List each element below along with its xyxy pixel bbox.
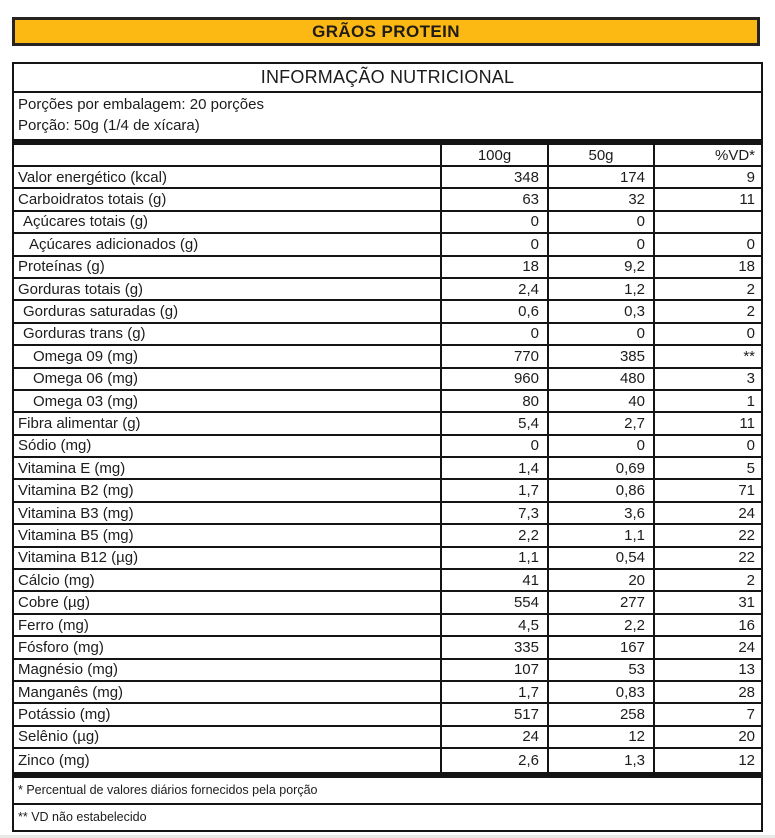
value-vd: 3 [653, 369, 761, 389]
table-row [14, 548, 761, 570]
nutrient-label: Gorduras trans (g) [23, 325, 146, 343]
nutrient-label: Vitamina B12 (µg) [18, 549, 139, 567]
value-50g: 2,7 [547, 413, 653, 433]
value-vd: 1 [653, 391, 761, 411]
value-50g: 0 [547, 436, 653, 456]
value-vd: 24 [653, 637, 761, 657]
table-row [14, 592, 761, 614]
value-100g: 0,6 [440, 301, 547, 321]
nutrient-label: Vitamina B2 (mg) [18, 482, 134, 500]
nutrient-label: Vitamina B5 (mg) [18, 526, 134, 544]
value-vd [653, 212, 761, 232]
value-100g: 4,5 [440, 615, 547, 635]
portions-info [14, 93, 761, 139]
nutrient-label: Omega 09 (mg) [33, 347, 139, 365]
value-vd: 11 [653, 413, 761, 433]
nutrient-label: Potássio (mg) [18, 706, 111, 724]
value-100g: 41 [440, 570, 547, 590]
value-vd: 2 [653, 279, 761, 299]
value-vd: 28 [653, 682, 761, 702]
table-row [14, 279, 761, 301]
table-row [14, 682, 761, 704]
nutrient-label: Fósforo (mg) [18, 638, 104, 656]
nutrition-facts-table [12, 62, 763, 832]
table-row [14, 615, 761, 637]
value-50g: 32 [547, 189, 653, 209]
brand-banner [12, 17, 760, 46]
value-100g: 2,6 [440, 749, 547, 771]
table-row [14, 749, 761, 771]
nutrient-label: Omega 06 (mg) [33, 370, 139, 388]
nutrient-label: Ferro (mg) [18, 616, 89, 634]
value-vd: 7 [653, 704, 761, 724]
nutrient-label: Fibra alimentar (g) [18, 414, 141, 432]
value-100g: 960 [440, 369, 547, 389]
value-100g: 80 [440, 391, 547, 411]
value-vd: 5 [653, 458, 761, 478]
value-50g: 12 [547, 727, 653, 747]
table-row [14, 503, 761, 525]
value-50g: 9,2 [547, 257, 653, 277]
value-vd: 71 [653, 480, 761, 500]
col-header-50g: 50g [547, 145, 653, 165]
value-100g: 335 [440, 637, 547, 657]
value-50g: 0,69 [547, 458, 653, 478]
table-row [14, 301, 761, 323]
value-100g: 18 [440, 257, 547, 277]
value-50g: 167 [547, 637, 653, 657]
table-row [14, 436, 761, 458]
nutrient-label: Cobre (µg) [18, 594, 90, 612]
column-header-row [14, 145, 761, 167]
col-header-vd: %VD* [653, 145, 761, 165]
value-100g: 1,4 [440, 458, 547, 478]
value-50g: 3,6 [547, 503, 653, 523]
value-100g: 5,4 [440, 413, 547, 433]
table-row [14, 704, 761, 726]
footnote-percent-daily-values: * Percentual de valores diários fornecidos pela porção [14, 778, 761, 805]
table-row [14, 525, 761, 547]
table-row [14, 660, 761, 682]
value-50g: 20 [547, 570, 653, 590]
value-50g: 1,3 [547, 749, 653, 771]
value-100g: 1,1 [440, 548, 547, 568]
nutrient-label: Manganês (mg) [18, 683, 124, 701]
nutrient-label: Magnésio (mg) [18, 661, 119, 679]
nutrient-label: Valor energético (kcal) [18, 168, 167, 186]
nutrient-label: Zinco (mg) [18, 751, 90, 769]
nutrient-label: Selênio (µg) [18, 728, 100, 746]
value-100g: 0 [440, 436, 547, 456]
table-row [14, 324, 761, 346]
value-vd: 22 [653, 525, 761, 545]
value-vd: 22 [653, 548, 761, 568]
brand-title: GRÃOS PROTEIN [312, 21, 460, 41]
value-50g: 0 [547, 234, 653, 254]
table-title: INFORMAÇÃO NUTRICIONAL [14, 64, 761, 93]
table-body [14, 167, 761, 772]
nutrient-label: Sódio (mg) [18, 437, 92, 455]
value-100g: 2,4 [440, 279, 547, 299]
value-100g: 0 [440, 324, 547, 344]
value-100g: 1,7 [440, 682, 547, 702]
value-50g: 40 [547, 391, 653, 411]
table-row [14, 727, 761, 749]
value-100g: 348 [440, 167, 547, 187]
value-vd: 16 [653, 615, 761, 635]
value-vd: 31 [653, 592, 761, 612]
value-100g: 770 [440, 346, 547, 366]
value-vd: 13 [653, 660, 761, 680]
nutrient-label: Carboidratos totais (g) [18, 191, 167, 209]
value-50g: 2,2 [547, 615, 653, 635]
value-50g: 0,86 [547, 480, 653, 500]
value-50g: 0,83 [547, 682, 653, 702]
table-row [14, 167, 761, 189]
value-vd: ** [653, 346, 761, 366]
nutrient-label: Vitamina B3 (mg) [18, 504, 134, 522]
value-50g: 0,3 [547, 301, 653, 321]
value-vd: 11 [653, 189, 761, 209]
nutrient-label: Vitamina E (mg) [18, 459, 126, 477]
portion-size: Porção: 50g (1/4 de xícara) [18, 116, 200, 134]
portions-per-package: Porções por embalagem: 20 porções [18, 96, 264, 113]
value-100g: 517 [440, 704, 547, 724]
table-row [14, 257, 761, 279]
table-row [14, 369, 761, 391]
value-vd: 0 [653, 234, 761, 254]
value-50g: 0 [547, 212, 653, 232]
value-50g: 0,54 [547, 548, 653, 568]
value-50g: 277 [547, 592, 653, 612]
nutrient-label: Gorduras saturadas (g) [23, 303, 179, 321]
value-vd: 24 [653, 503, 761, 523]
value-50g: 1,1 [547, 525, 653, 545]
table-row [14, 458, 761, 480]
value-vd: 18 [653, 257, 761, 277]
table-row [14, 637, 761, 659]
table-row [14, 234, 761, 256]
table-row [14, 346, 761, 368]
value-50g: 174 [547, 167, 653, 187]
nutrient-label: Proteínas (g) [18, 258, 105, 276]
value-100g: 7,3 [440, 503, 547, 523]
value-vd: 2 [653, 301, 761, 321]
table-row [14, 570, 761, 592]
value-100g: 0 [440, 212, 547, 232]
value-100g: 63 [440, 189, 547, 209]
value-50g: 258 [547, 704, 653, 724]
col-header-empty [14, 145, 440, 165]
nutrient-label: Cálcio (mg) [18, 571, 95, 589]
value-vd: 0 [653, 324, 761, 344]
value-100g: 0 [440, 234, 547, 254]
footnote-vd-not-established: ** VD não estabelecido [18, 810, 147, 825]
value-100g: 24 [440, 727, 547, 747]
value-vd: 9 [653, 167, 761, 187]
value-100g: 1,7 [440, 480, 547, 500]
value-100g: 107 [440, 660, 547, 680]
nutrient-label: Gorduras totais (g) [18, 280, 144, 298]
value-50g: 480 [547, 369, 653, 389]
value-50g: 1,2 [547, 279, 653, 299]
value-50g: 385 [547, 346, 653, 366]
value-vd: 12 [653, 749, 761, 771]
table-row [14, 212, 761, 234]
nutrient-label: Açúcares totais (g) [23, 213, 149, 231]
value-100g: 554 [440, 592, 547, 612]
nutrient-label: Omega 03 (mg) [33, 392, 139, 410]
value-vd: 20 [653, 727, 761, 747]
table-row [14, 480, 761, 502]
value-50g: 53 [547, 660, 653, 680]
table-row [14, 391, 761, 413]
value-vd: 2 [653, 570, 761, 590]
table-row [14, 189, 761, 211]
value-50g: 0 [547, 324, 653, 344]
table-row [14, 413, 761, 435]
value-vd: 0 [653, 436, 761, 456]
nutrient-label: Açúcares adicionados (g) [29, 235, 199, 253]
col-header-100g: 100g [440, 145, 547, 165]
value-100g: 2,2 [440, 525, 547, 545]
